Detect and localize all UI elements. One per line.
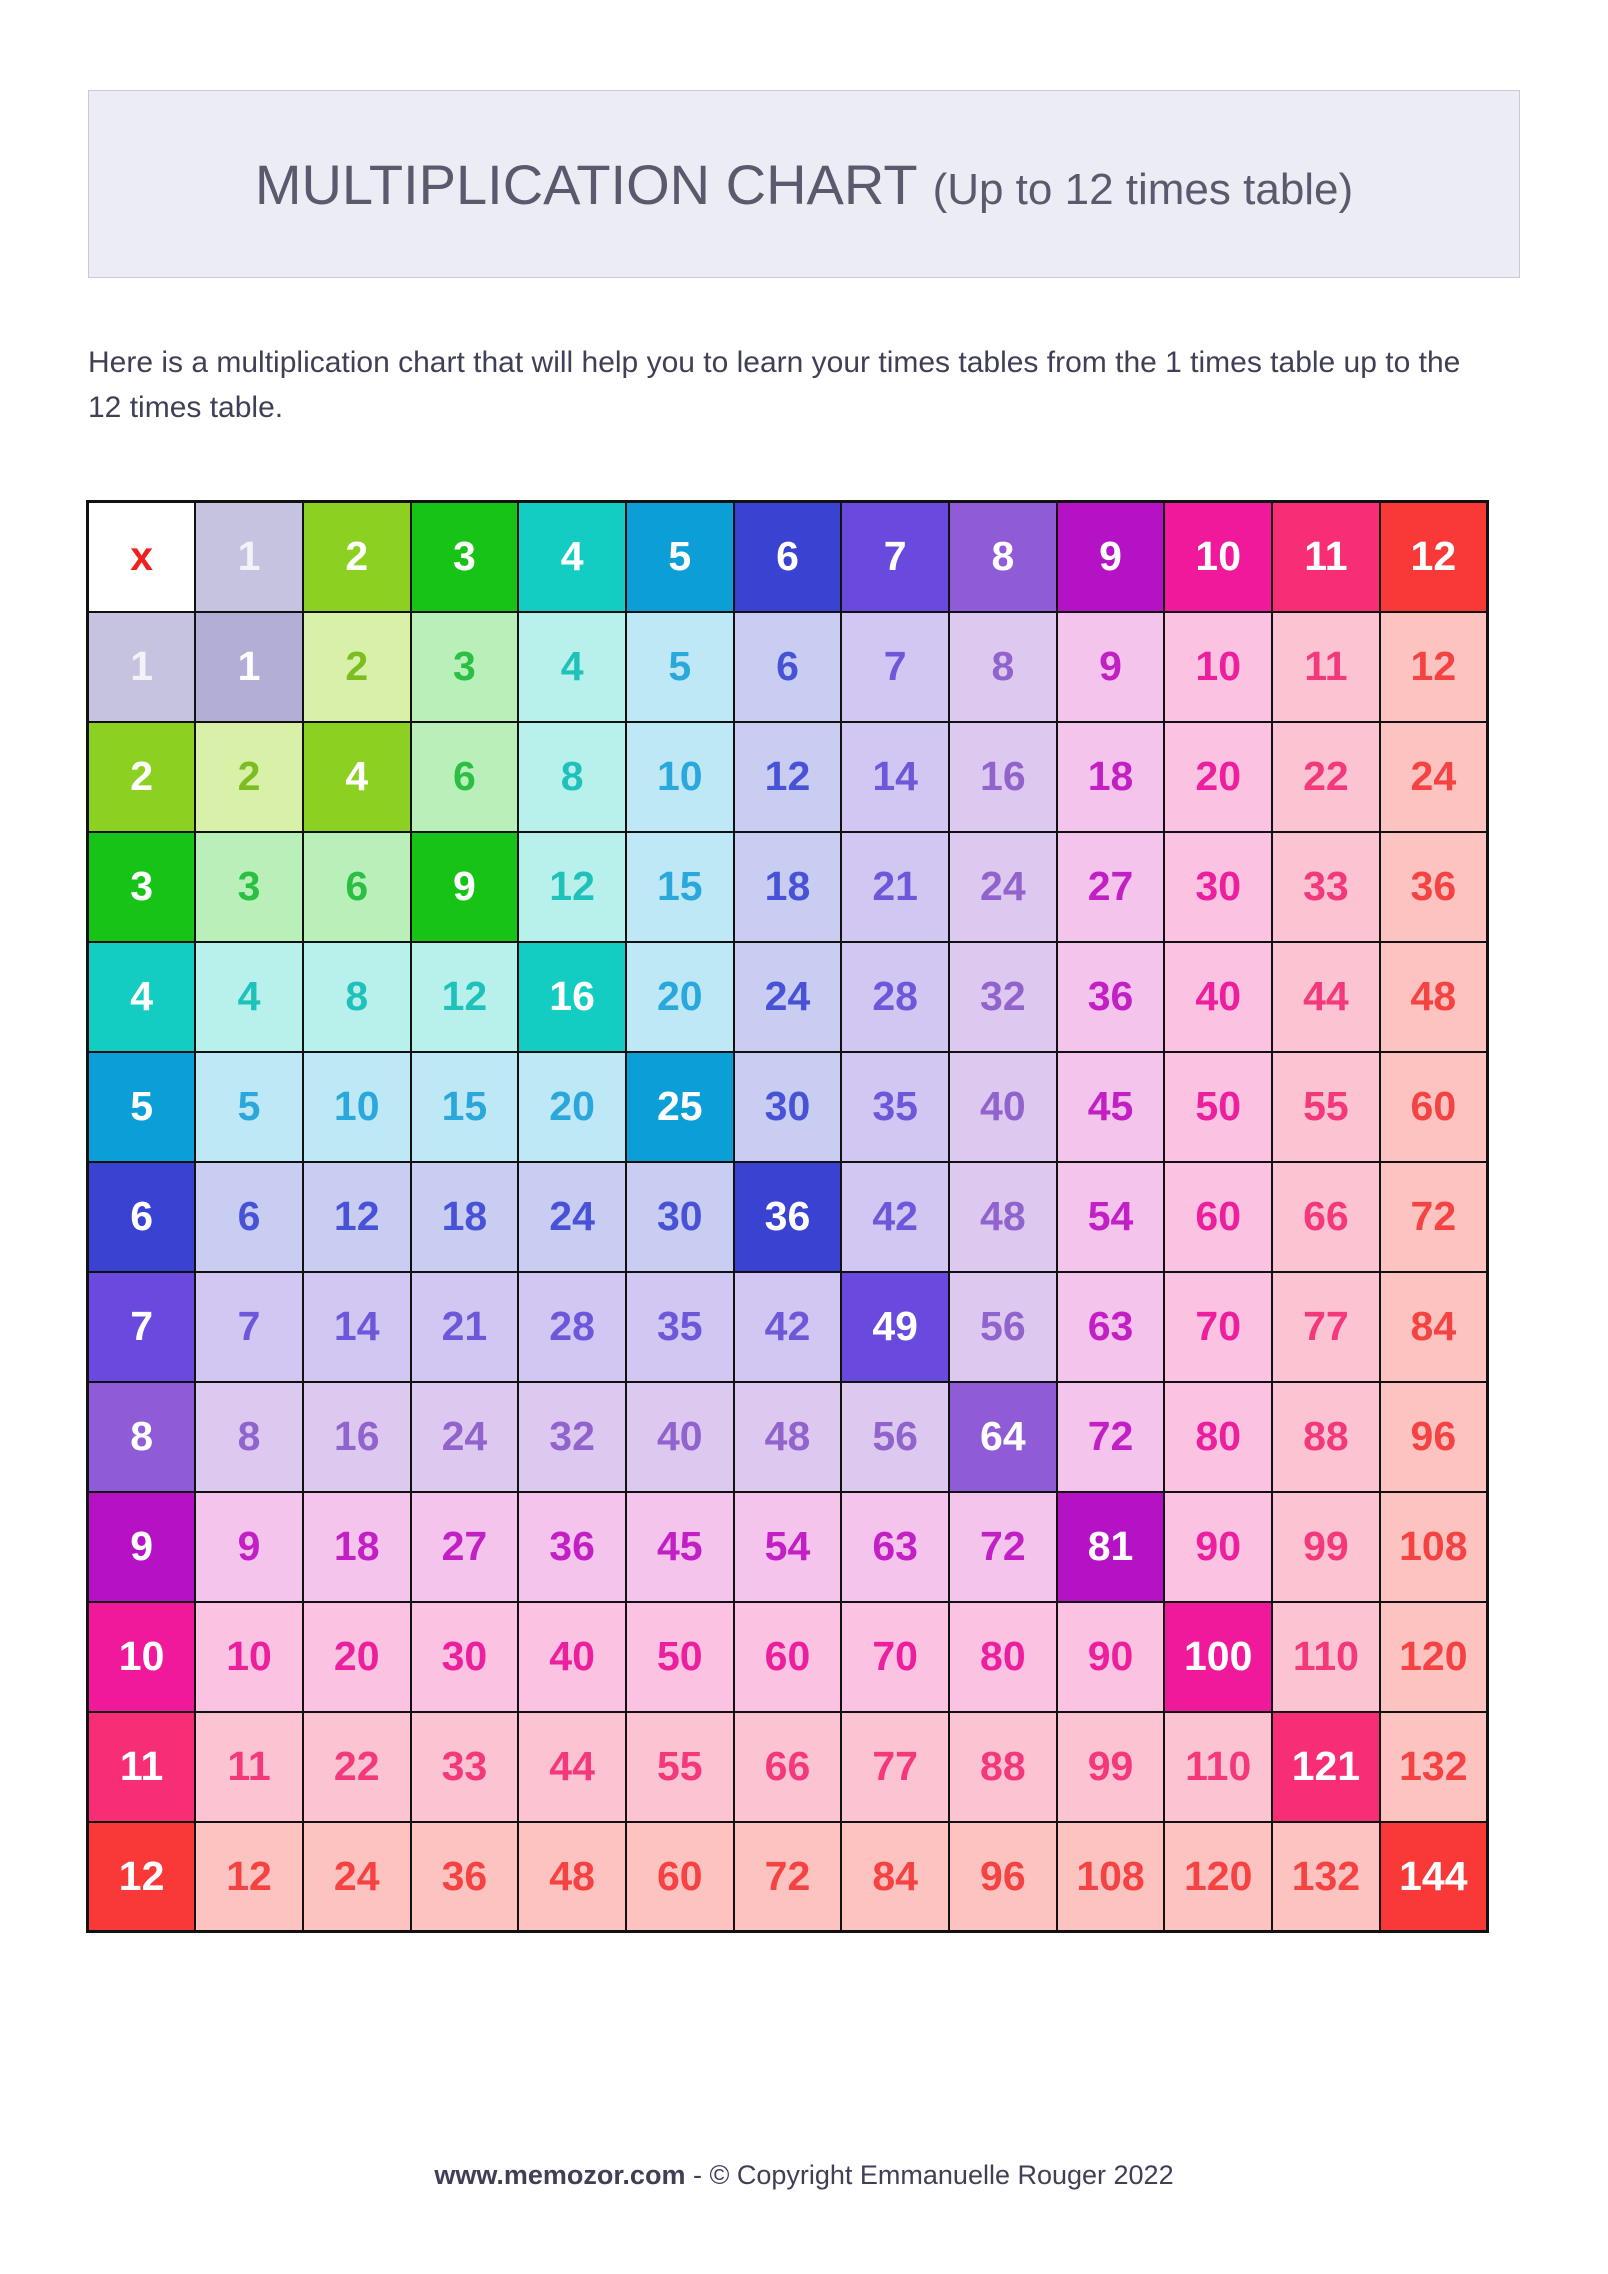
product-cell: 56 [949,1272,1057,1382]
product-cell: 35 [626,1272,734,1382]
table-row [88,1822,1488,1932]
row-header-cell: 5 [88,1052,196,1162]
column-header-cell: 12 [1380,502,1488,612]
product-cell: 60 [1380,1052,1488,1162]
product-cell: 40 [949,1052,1057,1162]
product-cell: 24 [949,832,1057,942]
product-cell: 108 [1057,1822,1165,1932]
product-cell: 18 [303,1492,411,1602]
row-header-cell: 6 [88,1162,196,1272]
product-cell: 10 [195,1602,303,1712]
row-header-cell: 2 [88,722,196,832]
product-cell: 16 [303,1382,411,1492]
product-cell: 5 [195,1052,303,1162]
product-cell: 81 [1057,1492,1165,1602]
column-header-cell: 8 [949,502,1057,612]
product-cell: 28 [841,942,949,1052]
product-cell: 7 [841,612,949,722]
product-cell: 120 [1164,1822,1272,1932]
table-row [88,1602,1488,1712]
page-title-main: MULTIPLICATION CHART [254,152,918,216]
product-cell: 6 [303,832,411,942]
product-cell: 6 [195,1162,303,1272]
product-cell: 44 [1272,942,1380,1052]
page-title-sub: (Up to 12 times table) [932,164,1354,214]
product-cell: 70 [841,1602,949,1712]
row-header-cell: 7 [88,1272,196,1382]
column-header-cell: 5 [626,502,734,612]
product-cell: 24 [1380,722,1488,832]
product-cell: 40 [518,1602,626,1712]
product-cell: 18 [734,832,842,942]
product-cell: 50 [1164,1052,1272,1162]
product-cell: 144 [1380,1822,1488,1932]
multiplication-grid-container [86,500,1486,1933]
product-cell: 12 [195,1822,303,1932]
product-cell: 28 [518,1272,626,1382]
product-cell: 15 [626,832,734,942]
product-cell: 50 [626,1602,734,1712]
product-cell: 60 [626,1822,734,1932]
table-row [88,1162,1488,1272]
footer-copyright: - © Copyright Emmanuelle Rouger 2022 [685,2160,1174,2190]
product-cell: 88 [1272,1382,1380,1492]
product-cell: 8 [518,722,626,832]
product-cell: 84 [1380,1272,1488,1382]
product-cell: 121 [1272,1712,1380,1822]
product-cell: 10 [303,1052,411,1162]
product-cell: 99 [1272,1492,1380,1602]
product-cell: 20 [303,1602,411,1712]
row-header-cell: 12 [88,1822,196,1932]
product-cell: 24 [518,1162,626,1272]
row-header-cell: 11 [88,1712,196,1822]
title-banner [88,90,1520,278]
product-cell: 18 [1057,722,1165,832]
product-cell: 108 [1380,1492,1488,1602]
product-cell: 63 [1057,1272,1165,1382]
product-cell: 3 [195,832,303,942]
product-cell: 9 [195,1492,303,1602]
product-cell: 4 [518,612,626,722]
product-cell: 25 [626,1052,734,1162]
column-header-cell: 3 [411,502,519,612]
product-cell: 66 [1272,1162,1380,1272]
product-cell: 64 [949,1382,1057,1492]
product-cell: 5 [626,612,734,722]
product-cell: 48 [1380,942,1488,1052]
product-cell: 21 [411,1272,519,1382]
column-header-cell: 4 [518,502,626,612]
product-cell: 6 [411,722,519,832]
product-cell: 72 [734,1822,842,1932]
product-cell: 132 [1380,1712,1488,1822]
product-cell: 24 [411,1382,519,1492]
column-header-cell: 2 [303,502,411,612]
product-cell: 11 [1272,612,1380,722]
product-cell: 22 [303,1712,411,1822]
product-cell: 2 [303,612,411,722]
product-cell: 4 [303,722,411,832]
product-cell: 100 [1164,1602,1272,1712]
corner-cell: x [88,502,196,612]
product-cell: 60 [1164,1162,1272,1272]
row-header-cell: 3 [88,832,196,942]
product-cell: 14 [841,722,949,832]
product-cell: 2 [195,722,303,832]
product-cell: 88 [949,1712,1057,1822]
product-cell: 12 [518,832,626,942]
row-header-cell: 9 [88,1492,196,1602]
product-cell: 55 [1272,1052,1380,1162]
product-cell: 30 [1164,832,1272,942]
intro-paragraph: Here is a multiplication chart that will help you to learn your times tables from the 1 times table up to the 12 times table. [88,346,1461,424]
row-header-cell: 10 [88,1602,196,1712]
product-cell: 8 [949,612,1057,722]
product-cell: 15 [411,1052,519,1162]
table-row [88,832,1488,942]
product-cell: 99 [1057,1712,1165,1822]
product-cell: 36 [411,1822,519,1932]
product-cell: 6 [734,612,842,722]
product-cell: 20 [626,942,734,1052]
table-row [88,1052,1488,1162]
product-cell: 54 [1057,1162,1165,1272]
row-header-cell: 8 [88,1382,196,1492]
product-cell: 8 [195,1382,303,1492]
product-cell: 42 [734,1272,842,1382]
product-cell: 7 [195,1272,303,1382]
product-cell: 21 [841,832,949,942]
product-cell: 12 [734,722,842,832]
column-header-cell: 6 [734,502,842,612]
column-header-cell: 7 [841,502,949,612]
product-cell: 72 [1057,1382,1165,1492]
page-title [255,152,1353,217]
product-cell: 12 [303,1162,411,1272]
product-cell: 33 [1272,832,1380,942]
product-cell: 36 [734,1162,842,1272]
product-cell: 24 [303,1822,411,1932]
footer-site: www.memozor.com [434,2160,686,2190]
product-cell: 20 [518,1052,626,1162]
product-cell: 90 [1164,1492,1272,1602]
product-cell: 54 [734,1492,842,1602]
table-row [88,1382,1488,1492]
product-cell: 48 [518,1822,626,1932]
product-cell: 45 [1057,1052,1165,1162]
product-cell: 10 [1164,612,1272,722]
product-cell: 90 [1057,1602,1165,1712]
product-cell: 84 [841,1822,949,1932]
product-cell: 32 [949,942,1057,1052]
row-header-cell: 4 [88,942,196,1052]
product-cell: 120 [1380,1602,1488,1712]
product-cell: 16 [949,722,1057,832]
table-row [88,722,1488,832]
multiplication-table [86,500,1489,1933]
table-row [88,1712,1488,1822]
product-cell: 24 [734,942,842,1052]
product-cell: 3 [411,612,519,722]
product-cell: 9 [411,832,519,942]
column-header-cell: 1 [195,502,303,612]
column-header-cell: 10 [1164,502,1272,612]
product-cell: 42 [841,1162,949,1272]
product-cell: 36 [1380,832,1488,942]
product-cell: 27 [1057,832,1165,942]
product-cell: 36 [518,1492,626,1602]
column-header-cell: 11 [1272,502,1380,612]
product-cell: 40 [626,1382,734,1492]
product-cell: 60 [734,1602,842,1712]
product-cell: 49 [841,1272,949,1382]
product-cell: 11 [195,1712,303,1822]
product-cell: 20 [1164,722,1272,832]
row-header-cell: 1 [88,612,196,722]
product-cell: 27 [411,1492,519,1602]
table-row [88,1272,1488,1382]
product-cell: 14 [303,1272,411,1382]
product-cell: 56 [841,1382,949,1492]
product-cell: 132 [1272,1822,1380,1932]
product-cell: 63 [841,1492,949,1602]
product-cell: 48 [949,1162,1057,1272]
product-cell: 32 [518,1382,626,1492]
product-cell: 55 [626,1712,734,1822]
product-cell: 12 [1380,612,1488,722]
product-cell: 12 [411,942,519,1052]
product-cell: 72 [1380,1162,1488,1272]
product-cell: 96 [1380,1382,1488,1492]
product-cell: 30 [411,1602,519,1712]
product-cell: 80 [949,1602,1057,1712]
product-cell: 70 [1164,1272,1272,1382]
product-cell: 9 [1057,612,1165,722]
table-row [88,1492,1488,1602]
product-cell: 80 [1164,1382,1272,1492]
product-cell: 110 [1272,1602,1380,1712]
product-cell: 10 [626,722,734,832]
product-cell: 72 [949,1492,1057,1602]
product-cell: 44 [518,1712,626,1822]
product-cell: 35 [841,1052,949,1162]
product-cell: 1 [195,612,303,722]
product-cell: 96 [949,1822,1057,1932]
table-row [88,942,1488,1052]
product-cell: 40 [1164,942,1272,1052]
product-cell: 36 [1057,942,1165,1052]
product-cell: 16 [518,942,626,1052]
product-cell: 77 [1272,1272,1380,1382]
product-cell: 22 [1272,722,1380,832]
product-cell: 30 [626,1162,734,1272]
product-cell: 4 [195,942,303,1052]
table-header-row [88,502,1488,612]
product-cell: 110 [1164,1712,1272,1822]
product-cell: 18 [411,1162,519,1272]
product-cell: 33 [411,1712,519,1822]
product-cell: 45 [626,1492,734,1602]
table-row [88,612,1488,722]
product-cell: 48 [734,1382,842,1492]
product-cell: 30 [734,1052,842,1162]
product-cell: 8 [303,942,411,1052]
footer [0,2160,1608,2191]
product-cell: 66 [734,1712,842,1822]
column-header-cell: 9 [1057,502,1165,612]
product-cell: 77 [841,1712,949,1822]
